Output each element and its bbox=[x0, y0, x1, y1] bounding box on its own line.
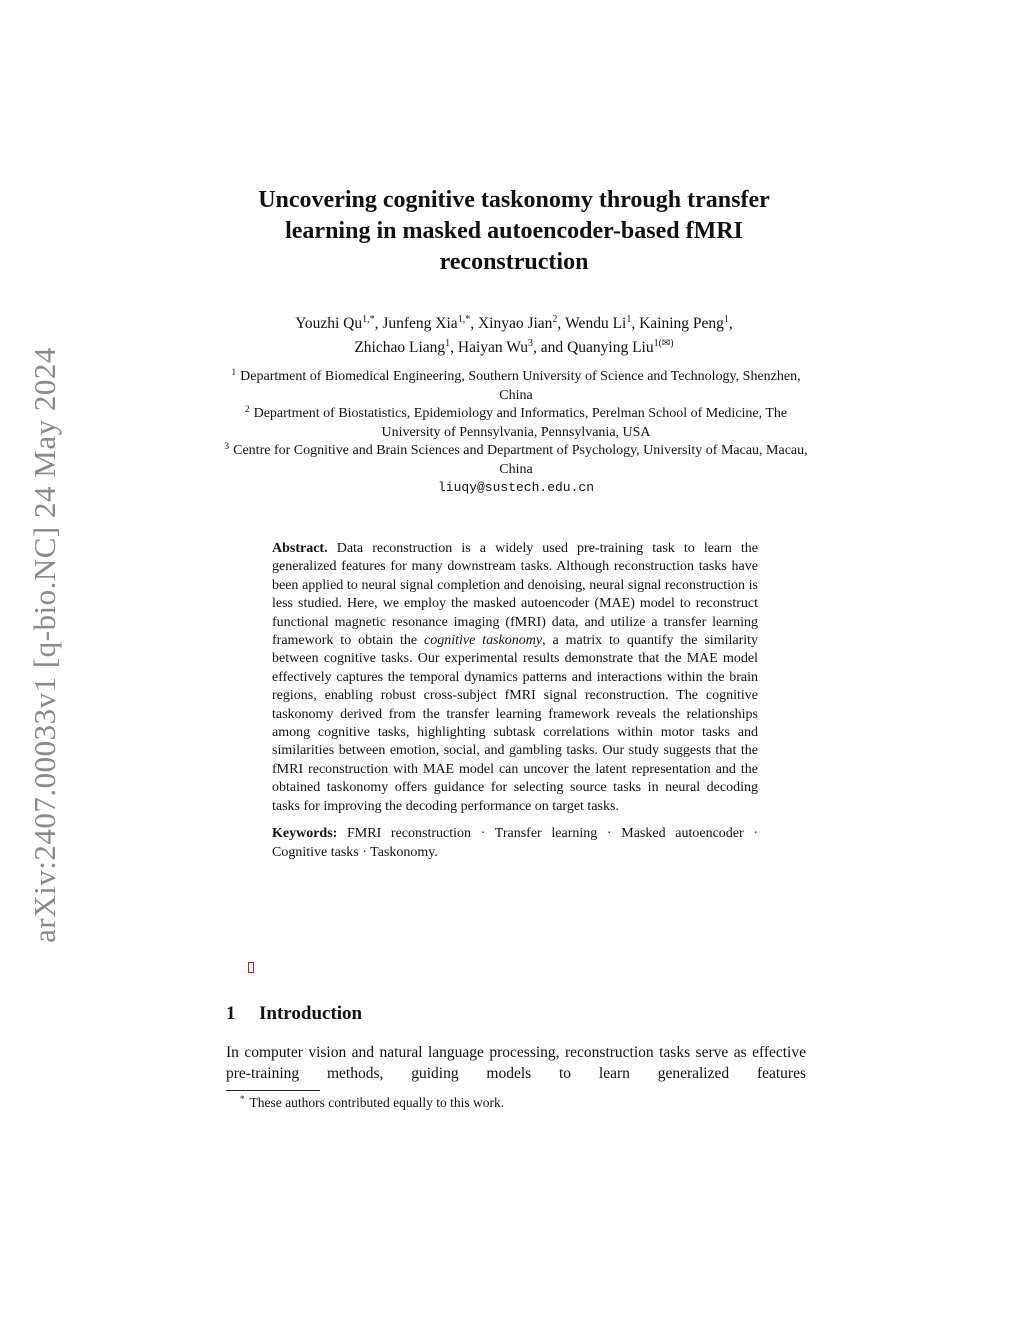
author bbox=[478, 315, 565, 332]
section-number: 1 bbox=[226, 1003, 236, 1024]
author-affiliation-mark: 1,* bbox=[457, 314, 471, 325]
affiliation-text: Centre for Cognitive and Brain Sciences and Department of Psychology, University of Macau, Macau, China bbox=[233, 443, 808, 477]
author-name: Haiyan Wu bbox=[457, 339, 529, 356]
contact-email-link[interactable]: liuqy@sustech.edu.cn bbox=[437, 480, 595, 495]
footnote-text: These authors contributed equally to this work. bbox=[249, 1095, 505, 1110]
affiliation bbox=[222, 368, 810, 405]
abstract-text-before: Data reconstruction is a widely used pre-training task to learn the generalized features for many downstream tasks. Although reconstruction tasks have been applied to neural signal completion and denoising, neural signal reconstruction is less studied. Here, we employ the masked autoencoder (MAE) model to reconstruct functional magnetic resonance imaging (fMRI) data, and utilize a transfer learning framework to obtain the bbox=[272, 541, 759, 649]
author-separator: , bbox=[470, 315, 478, 332]
affiliation-number: 3 bbox=[224, 442, 230, 452]
abstract-block bbox=[272, 540, 758, 862]
author bbox=[295, 315, 382, 332]
author-separator: , bbox=[728, 315, 733, 332]
contact-email-line bbox=[222, 479, 810, 498]
author-name: Youzhi Qu bbox=[295, 315, 363, 332]
author-affiliation-mark: 1 bbox=[723, 314, 729, 325]
author-affiliation-mark: 1,* bbox=[362, 314, 375, 325]
footnote bbox=[240, 1095, 504, 1111]
author-affiliation-mark: 1 bbox=[626, 314, 632, 325]
abstract-emphasis: cognitive taskonomy bbox=[424, 633, 543, 649]
author bbox=[382, 315, 478, 332]
section-heading-introduction bbox=[226, 1003, 362, 1025]
abstract-label: Abstract. bbox=[272, 541, 328, 556]
affiliation-number: 2 bbox=[244, 405, 250, 415]
author-name: Junfeng Xia bbox=[382, 315, 458, 332]
author bbox=[639, 315, 733, 332]
section-title: Introduction bbox=[259, 1003, 363, 1024]
keywords-text: FMRI reconstruction · Transfer learning · Masked autoencoder · Cognitive tasks · Taskonomy. bbox=[272, 826, 759, 860]
introduction-body bbox=[226, 1042, 806, 1084]
affiliation-text: Department of Biostatistics, Epidemiology and Informatics, Perelman School of Medicine, The University of Pennsylvania, Pennsylvania, USA bbox=[253, 406, 788, 440]
author bbox=[567, 339, 674, 356]
keywords-paragraph bbox=[272, 825, 758, 862]
footnote-rule bbox=[226, 1090, 320, 1091]
author-name: Quanying Liu bbox=[567, 339, 654, 356]
author-name: Wendu Li bbox=[565, 315, 627, 332]
author-name: Zhichao Liang bbox=[354, 339, 446, 356]
footnote-mark: * bbox=[240, 1094, 245, 1104]
keywords-label: Keywords: bbox=[272, 826, 338, 842]
author-name: Xinyao Jian bbox=[477, 315, 553, 332]
author bbox=[565, 315, 639, 332]
author-name: Kaining Peng bbox=[639, 315, 724, 332]
author-separator: , bbox=[557, 315, 566, 332]
arxiv-identifier: arXiv:2407.00033v1 [q-bio.NC] 24 May 2024 bbox=[27, 347, 62, 943]
author-affiliation-mark: 1 bbox=[445, 338, 451, 349]
abstract-paragraph bbox=[272, 540, 758, 816]
author-list bbox=[214, 312, 814, 360]
author-affiliation-mark: 2 bbox=[552, 314, 558, 325]
author bbox=[458, 339, 567, 356]
author-affiliation-mark: 1(✉) bbox=[653, 338, 674, 349]
author-separator: , bbox=[631, 315, 640, 332]
affiliation-list bbox=[222, 368, 810, 498]
author-separator: , bbox=[450, 339, 458, 356]
red-annotation-marker bbox=[248, 962, 254, 973]
author bbox=[354, 339, 458, 356]
affiliation-number: 1 bbox=[231, 368, 237, 378]
author-separator: , bbox=[374, 315, 383, 332]
author-separator: , and bbox=[533, 339, 568, 356]
affiliation bbox=[222, 405, 810, 442]
author-affiliation-mark: 3 bbox=[528, 338, 534, 349]
affiliation bbox=[222, 442, 810, 479]
introduction-paragraph: In computer vision and natural language processing, reconstruction tasks serve as effective pre-training methods, guiding models to learn generalized features bbox=[226, 1044, 806, 1082]
paper-title: Uncovering cognitive taskonomy through transfer learning in masked autoencoder-based fMRI reconstruction bbox=[258, 187, 770, 275]
abstract-text-after: , a matrix to quantify the similarity between cognitive tasks. Our experimental results demonstrate that the MAE model effectively captures the temporal dynamics patterns and interactions within the brain regions, enabling robust cross-subject fMRI signal reconstruction. The cognitive taskonomy derived from the transfer learning framework reveals the relationships among cognitive tasks, highlighting subtask correlations within motor tasks and similarities between emotion, social, and gambling tasks. Our study suggests that the fMRI reconstruction with MAE model can uncover the latent representation and the obtained taskonomy offers guidance for selecting source tasks in neural decoding tasks for improving the decoding performance on target tasks. bbox=[272, 633, 759, 814]
affiliation-text: Department of Biomedical Engineering, Southern University of Science and Technology, Shenzhen, China bbox=[240, 369, 801, 403]
